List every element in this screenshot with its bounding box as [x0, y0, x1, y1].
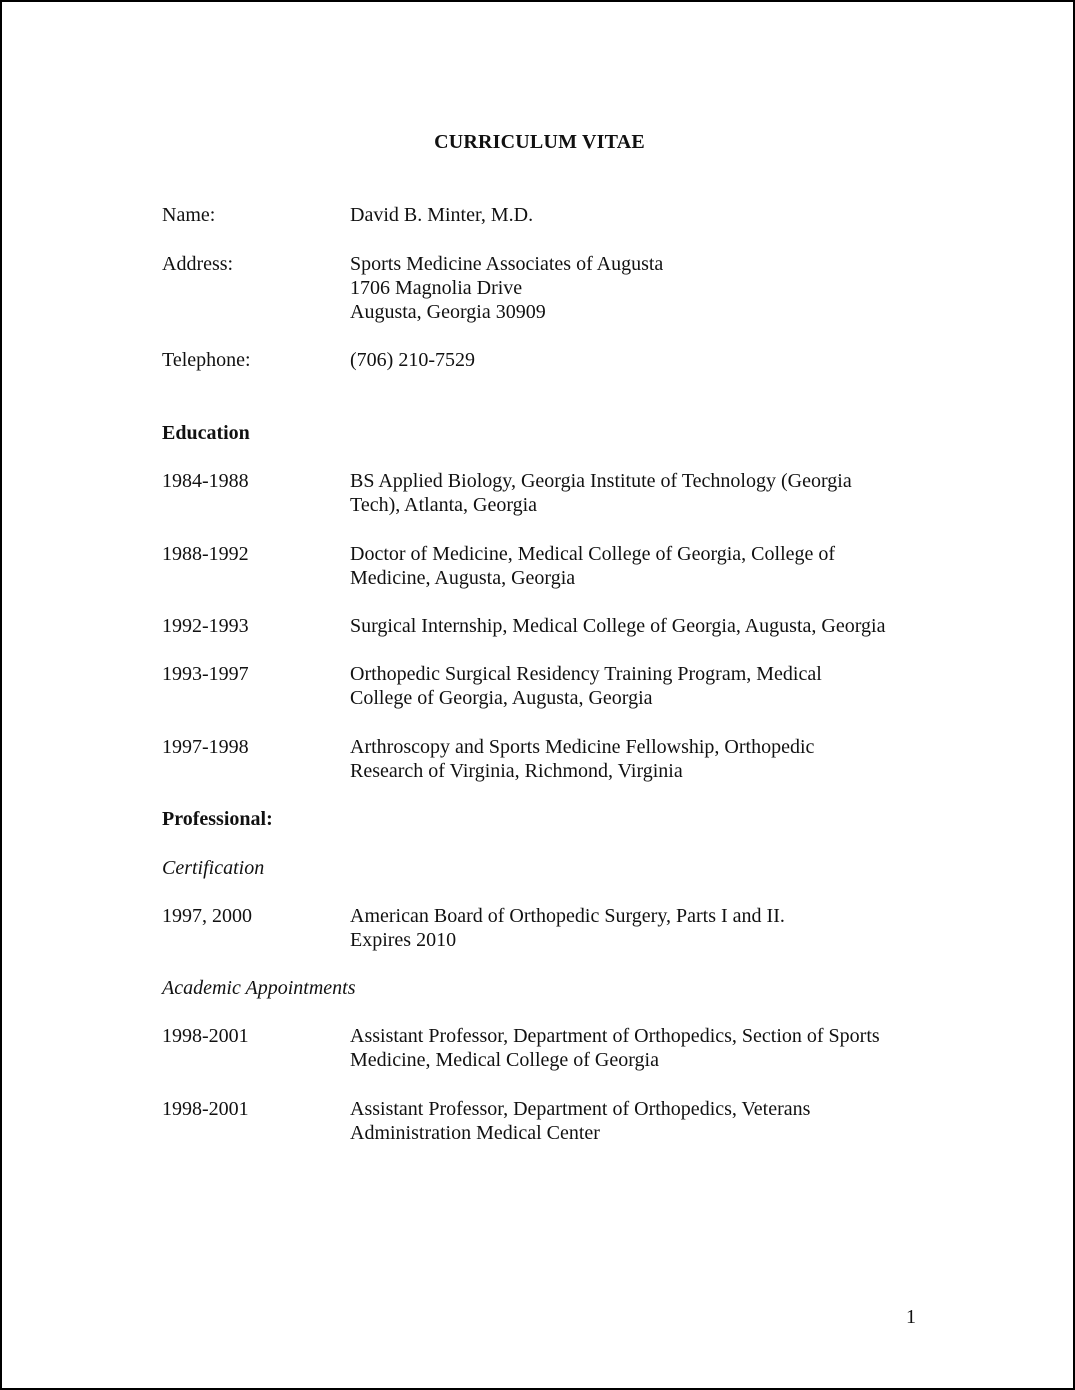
certification-description-line: Expires 2010: [350, 929, 457, 951]
education-description-line: Arthroscopy and Sports Medicine Fellowship, Orthopedic: [350, 736, 815, 758]
education-description-line: Doctor of Medicine, Medical College of Georgia, College of: [350, 543, 836, 565]
address-line: Sports Medicine Associates of Augusta: [350, 253, 664, 275]
address-label: Address:: [162, 253, 234, 275]
name-value: David B. Minter, M.D.: [350, 204, 534, 226]
document-title: CURRICULUM VITAE: [434, 131, 645, 153]
education-years: 1997-1998: [162, 736, 249, 758]
appointment-description-line: Assistant Professor, Department of Orthopedics, Veterans: [350, 1098, 811, 1120]
appointment-years: 1998-2001: [162, 1025, 249, 1047]
telephone-label: Telephone:: [162, 349, 251, 371]
certification-subheading: Certification: [162, 857, 265, 879]
education-description-line: Medicine, Augusta, Georgia: [350, 567, 576, 589]
name-label: Name:: [162, 204, 216, 226]
academic-appointments-subheading: Academic Appointments: [162, 977, 356, 999]
page-number: 1: [906, 1306, 916, 1328]
education-description-line: Surgical Internship, Medical College of Georgia, Augusta, Georgia: [350, 615, 886, 637]
certification-years: 1997, 2000: [162, 905, 252, 927]
certification-description-line: American Board of Orthopedic Surgery, Parts I and II.: [350, 905, 785, 927]
education-description-line: College of Georgia, Augusta, Georgia: [350, 687, 653, 709]
education-description-line: Tech), Atlanta, Georgia: [350, 494, 538, 516]
telephone-value: (706) 210-7529: [350, 349, 475, 371]
education-heading: Education: [162, 422, 250, 444]
education-years: 1993-1997: [162, 663, 249, 685]
professional-heading: Professional:: [162, 808, 273, 830]
education-years: 1984-1988: [162, 470, 249, 492]
appointment-description-line: Assistant Professor, Department of Orthopedics, Section of Sports: [350, 1025, 880, 1047]
appointment-years: 1998-2001: [162, 1098, 249, 1120]
education-years: 1988-1992: [162, 543, 249, 565]
education-years: 1992-1993: [162, 615, 249, 637]
appointment-description-line: Administration Medical Center: [350, 1122, 600, 1144]
education-description-line: BS Applied Biology, Georgia Institute of Technology (Georgia: [350, 470, 852, 492]
education-description-line: Research of Virginia, Richmond, Virginia: [350, 760, 683, 782]
address-line: 1706 Magnolia Drive: [350, 277, 523, 299]
education-description-line: Orthopedic Surgical Residency Training Program, Medical: [350, 663, 822, 685]
appointment-description-line: Medicine, Medical College of Georgia: [350, 1049, 659, 1071]
address-line: Augusta, Georgia 30909: [350, 301, 546, 323]
